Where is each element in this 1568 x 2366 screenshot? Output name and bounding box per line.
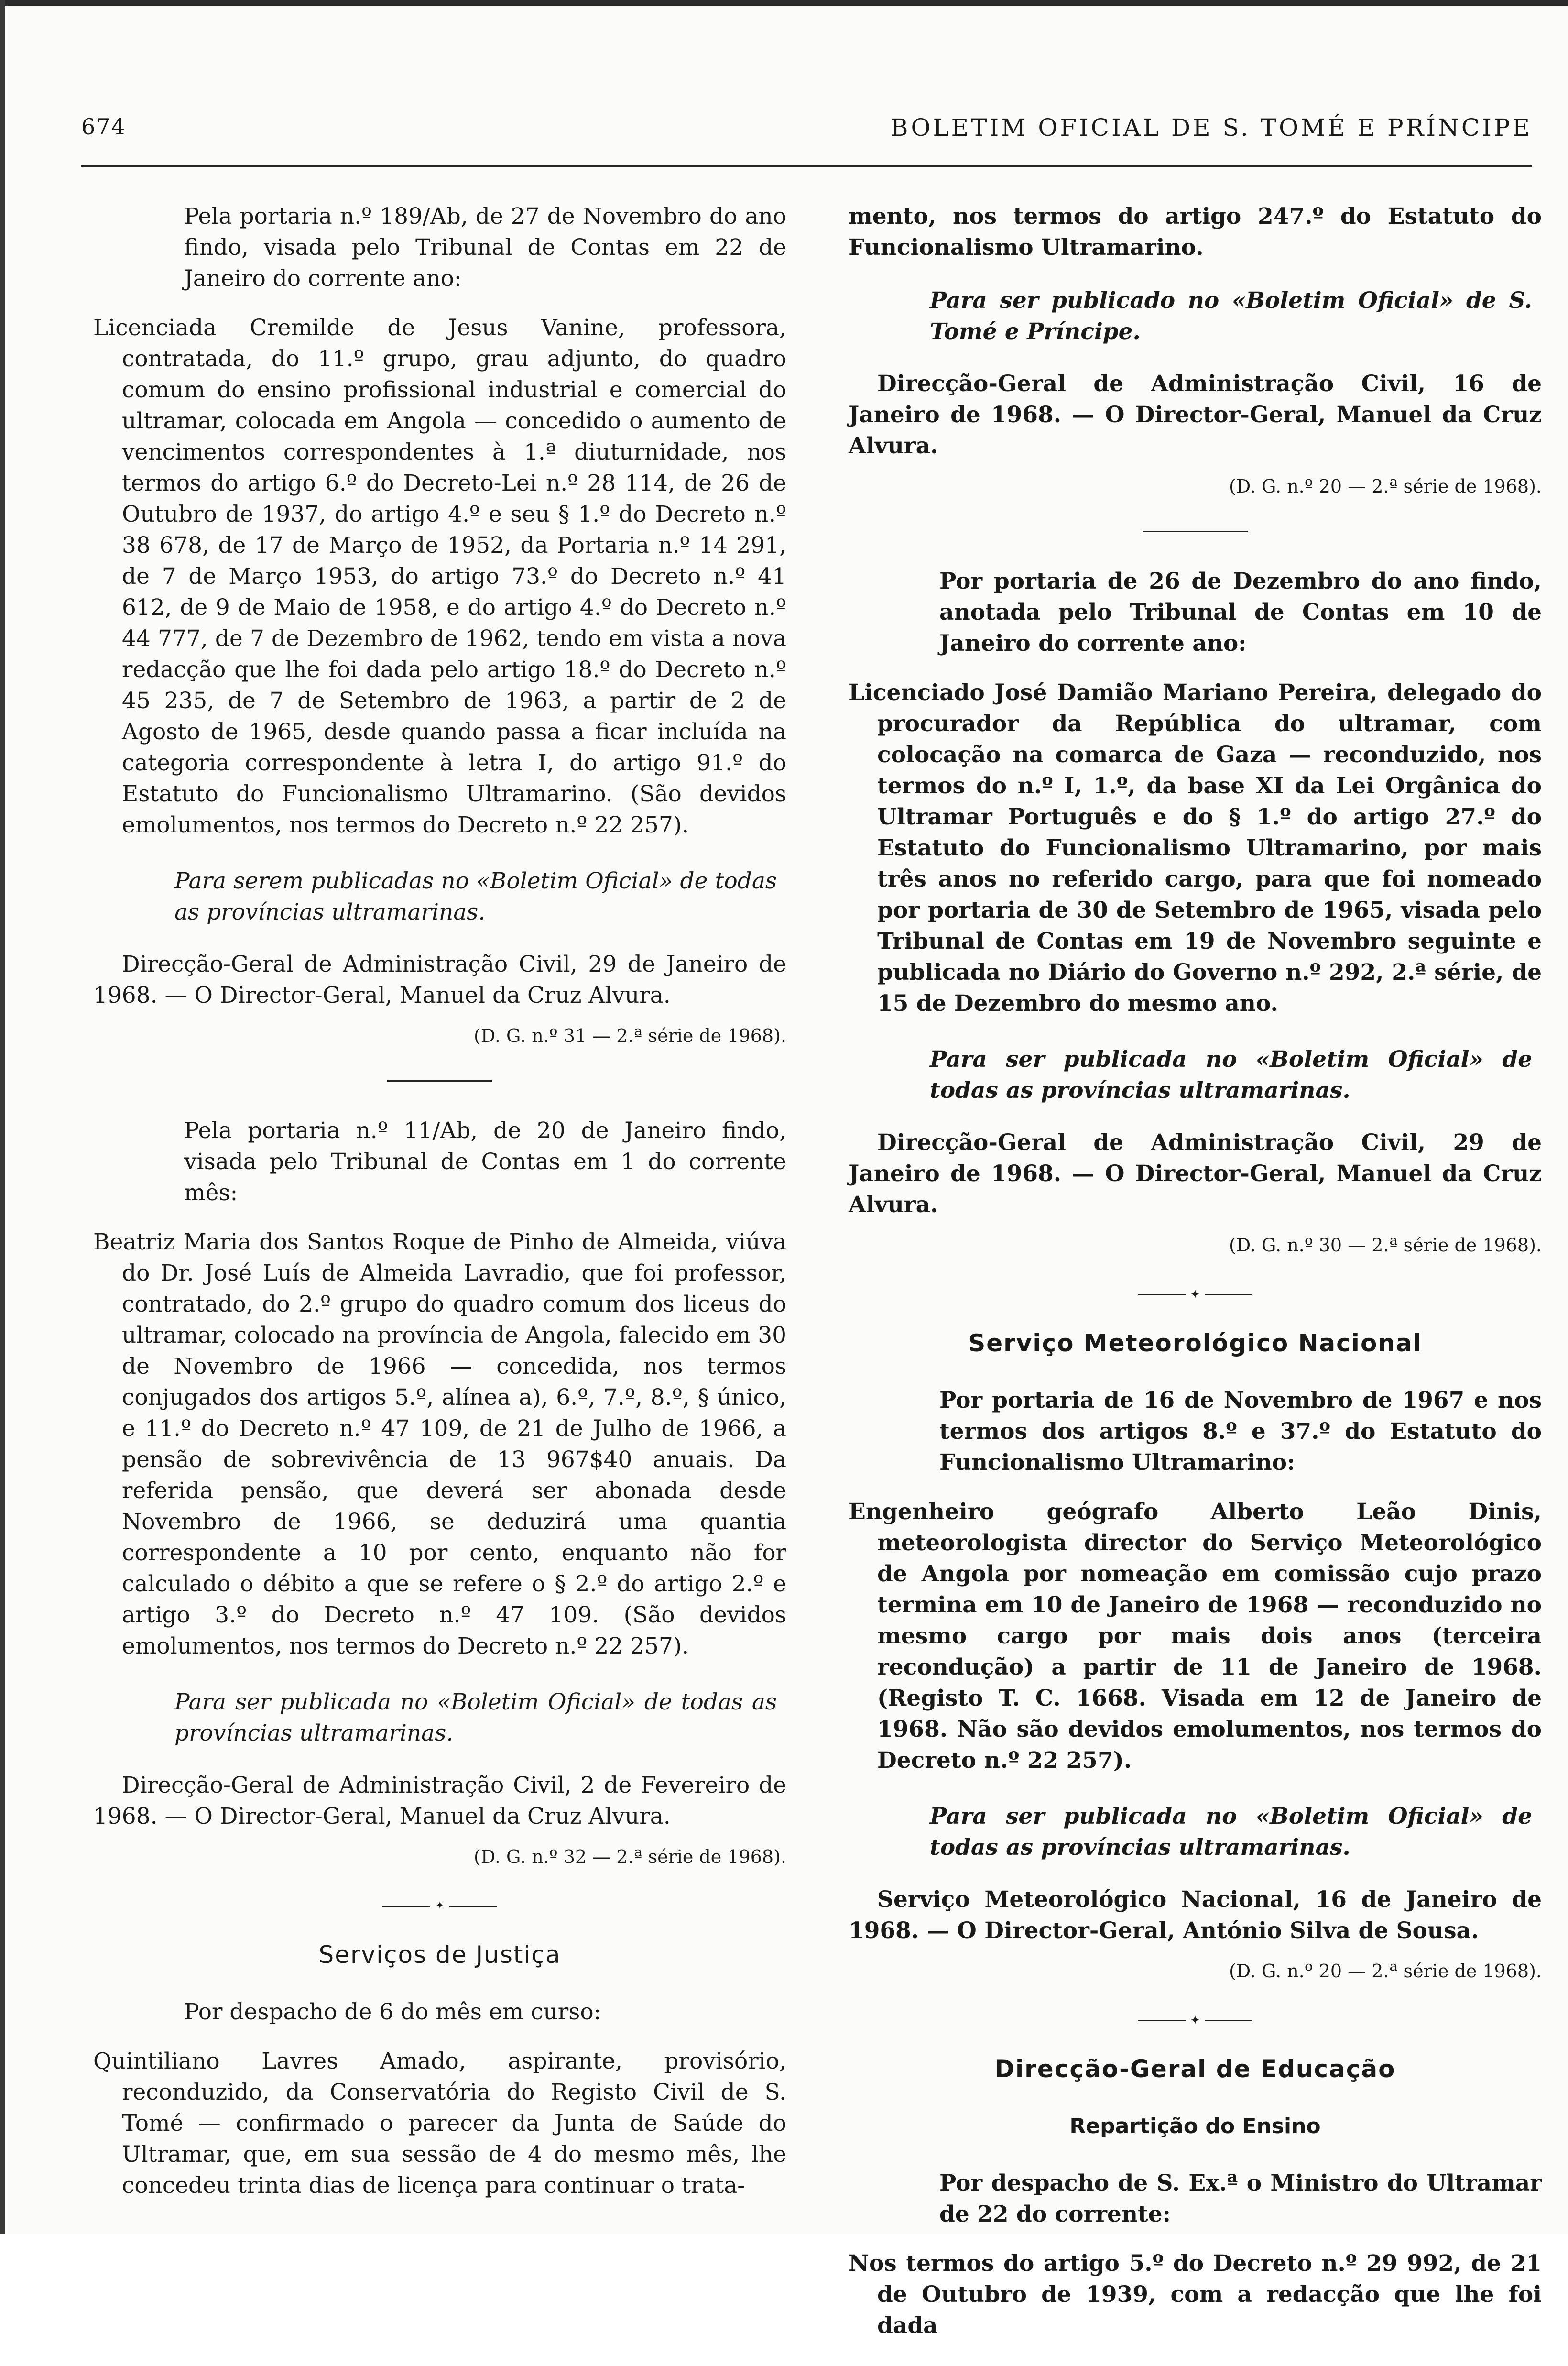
right-column — [849, 201, 1542, 2366]
entry1-signoff: Direcção-Geral de Administração Civil, 29 de Janeiro de 1968. — O Director-Geral, Manuel da Cruz Alvura. — [93, 951, 786, 1008]
page-number: 674 — [81, 114, 126, 140]
journal-title: BOLETIM OFICIAL DE S. TOMÉ E PRÍNCIPE — [890, 114, 1532, 142]
entry3-body: Licenciado José Damião Mariano Pereira, delegado do procurador da República do ultramar, com colocação na comarca de Gaza — reconduzido, nos termos do n.º I, 1.º, da base XI da Lei Orgânica do Ultramar Português e do § 1.º do artigo 27.º do Estatuto do Funcionalismo Ultramarino, por mais três anos no referido cargo, para que foi nomeado por portaria de 30 de Setembro de 1965, visada pelo Tribunal de Contas em 19 de Novembro seguinte e publicada no Diário do Governo n.º 292, 2.ª série, de 15 de Dezembro do mesmo ano. — [849, 679, 1542, 1017]
section-subtitle-ensino: Repartição do Ensino — [1069, 2114, 1321, 2138]
scan-border-top — [0, 0, 1568, 6]
publish-note-1: Para ser publicado no «Boletim Oficial» de S. Tomé e Príncipe. — [930, 287, 1532, 345]
section-title-meteo: Serviço Meteorológico Nacional — [968, 1329, 1422, 1357]
meteo-signoff: Serviço Meteorológico Nacional, 16 de Janeiro de 1968. — O Director-Geral, António Silva de Sousa. — [849, 1886, 1542, 1944]
section-title-educacao: Direcção-Geral de Educação — [994, 2055, 1396, 2083]
entry2-dg-ref: (D. G. n.º 32 — 2.ª série de 1968). — [473, 1846, 786, 1867]
justica-intro: Por despacho de 6 do mês em curso: — [184, 1999, 601, 2025]
entry3-dg-ref: (D. G. n.º 30 — 2.ª série de 1968). — [1229, 1235, 1542, 1256]
meteo-dg-ref: (D. G. n.º 20 — 2.ª série de 1968). — [1229, 1961, 1542, 1982]
entry2-signoff: Direcção-Geral de Administração Civil, 2 de Fevereiro de 1968. — O Director-Geral, Manuel da Cruz Alvura. — [93, 1772, 786, 1829]
meteo-body: Engenheiro geógrafo Alberto Leão Dinis, meteorologista director do Serviço Meteorológico de Angola por nomeação em comissão cujo prazo termina em 10 de Janeiro de 1968 — reconduzido no mesmo cargo por mais dois anos (terceira recondução) a partir de 11 de Janeiro de 1968. (Registo T. C. 1668. Visada em 12 de Janeiro de 1968. Não são devidos emolumentos, nos termos do Decreto n.º 22 257). — [849, 1499, 1542, 1774]
continuation-text: mento, nos termos do artigo 247.º do Estatuto do Funcionalismo Ultramarino. — [849, 203, 1542, 261]
entry1-dg-ref: (D. G. n.º 31 — 2.ª série de 1968). — [473, 1025, 786, 1046]
left-column — [93, 201, 786, 2226]
educacao-intro: Por despacho de S. Ex.ª o Ministro do Ultramar de 22 do corrente: — [939, 2170, 1542, 2227]
section-title-justica: Serviços de Justiça — [318, 1941, 561, 1969]
separator-rule — [1143, 531, 1248, 532]
dg-ref-1: (D. G. n.º 20 — 2.ª série de 1968). — [1229, 476, 1542, 497]
entry2-publish-note: Para ser publicada no «Boletim Oficial» de todas as províncias ultramarinas. — [174, 1689, 777, 1746]
educacao-body: Nos termos do artigo 5.º do Decreto n.º 29 992, de 21 de Outubro de 1939, com a redacção que lhe foi dada — [849, 2250, 1542, 2339]
separator-ornament — [1138, 1290, 1252, 1299]
meteo-publish-note: Para ser publicada no «Boletim Oficial» de todas as províncias ultramarinas. — [930, 1803, 1532, 1861]
entry1-body: Licenciada Cremilde de Jesus Vanine, professora, contratada, do 11.º grupo, grau adjunto, do quadro comum do ensino profissional industrial e comercial do ultramar, colocada em Angola — concedido o aumento de vencimentos correspondentes à 1.ª diuturnidade, nos termos do artigo 6.º do Decreto-Lei n.º 28 114, de 26 de Outubro de 1937, do artigo 4.º e seu § 1.º do Decreto n.º 38 678, de 17 de Março de 1952, da Portaria n.º 14 291, de 7 de Março 1953, do artigo 73.º do Decreto n.º 41 612, de 9 de Maio de 1958, e do artigo 4.º do Decreto n.º 44 777, de 7 de Dezembro de 1962, tendo em vista a nova redacção que lhe foi dada pelo artigo 18.º do Decreto n.º 45 235, de 7 de Setembro de 1963, a partir de 2 de Agosto de 1965, desde quando passa a ficar incluída na categoria correspondente à letra I, do artigo 91.º do Estatuto do Funcionalismo Ultramarino. (São devidos emolumentos, nos termos do Decreto n.º 22 257). — [93, 315, 786, 838]
justica-body: Quintiliano Lavres Amado, aspirante, provisório, reconduzido, da Conservatória do Registo Civil de S. Tomé — confirmado o parecer da Junta de Saúde do Ultramar, que, em sua sessão de 4 do mesmo mês, lhe concedeu trinta dias de licença para continuar o trata- — [93, 2048, 786, 2199]
entry1-intro: Pela portaria n.º 189/Ab, de 27 de Novembro do ano findo, visada pelo Tribunal de Contas em 22 de Janeiro do corrente ano: — [184, 203, 786, 292]
scan-border-left — [0, 0, 5, 2234]
entry2-body: Beatriz Maria dos Santos Roque de Pinho de Almeida, viúva do Dr. José Luís de Almeida Lavradio, que foi professor, contratado, do 2.º grupo do quadro comum dos liceus do ultramar, colocado na província de Angola, falecido em 30 de Novembro de 1966 — concedida, nos termos conjugados dos artigos 5.º, alínea a), 6.º, 7.º, 8.º, § único, e 11.º do Decreto n.º 47 109, de 21 de Julho de 1966, a pensão de sobrevivência de 13 967$40 anuais. Da referida pensão, que deverá ser abonada desde Novembro de 1966, se deduzirá uma quantia correspondente a 10 por cento, enquanto não for calculado o débito a que se refere o § 2.º do artigo 2.º e artigo 3.º do Decreto n.º 47 109. (São devidos emolumentos, nos termos do Decreto n.º 22 257). — [93, 1229, 786, 1659]
entry3-intro: Por portaria de 26 de Dezembro do ano findo, anotada pelo Tribunal de Contas em 10 de Janeiro do corrente ano: — [939, 568, 1542, 657]
signoff-1: Direcção-Geral de Administração Civil, 16 de Janeiro de 1968. — O Director-Geral, Manuel da Cruz Alvura. — [849, 371, 1542, 459]
ornament-icon: ✦ — [1186, 1290, 1205, 1299]
separator-rule — [387, 1080, 492, 1082]
entry1-publish-note: Para serem publicadas no «Boletim Oficial» de todas as províncias ultramarinas. — [174, 868, 777, 925]
entry2-intro: Pela portaria n.º 11/Ab, de 20 de Janeiro findo, visada pelo Tribunal de Contas em 1 do corrente mês: — [184, 1117, 786, 1206]
separator-ornament — [382, 1901, 497, 1911]
separator-ornament — [1138, 2015, 1252, 2025]
ornament-icon: ✦ — [430, 1901, 449, 1911]
entry3-signoff: Direcção-Geral de Administração Civil, 29 de Janeiro de 1968. — O Director-Geral, Manuel da Cruz Alvura. — [849, 1129, 1542, 1218]
running-header — [81, 114, 1532, 147]
meteo-intro: Por portaria de 16 de Novembro de 1967 e nos termos dos artigos 8.º e 37.º do Estatuto do Funcionalismo Ultramarino: — [939, 1387, 1542, 1476]
ornament-icon: ✦ — [1186, 2015, 1205, 2025]
header-rule — [81, 165, 1532, 167]
entry3-publish-note: Para ser publicada no «Boletim Oficial» de todas as províncias ultramarinas. — [930, 1046, 1532, 1104]
